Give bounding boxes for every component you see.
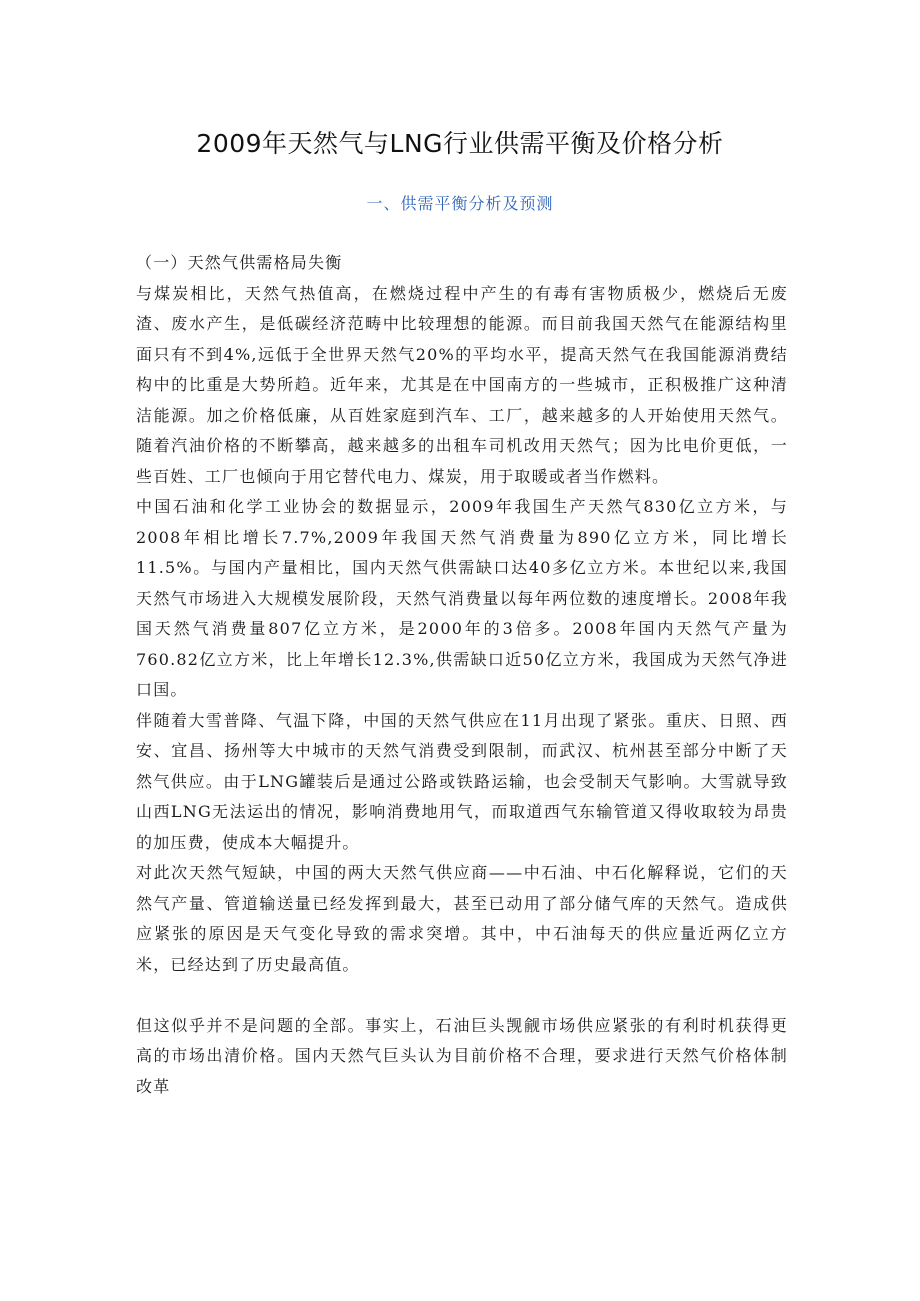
document-title: 2009年天然气与LNG行业供需平衡及价格分析 — [196, 129, 724, 158]
paragraph-3: 伴随着大雪普降、气温下降，中国的天然气供应在11月出现了紧张。重庆、日照、西安、宜昌、扬州等大中城市的天然气消费受到限制，而武汉、杭州甚至部分中断了天然气供应。由于LNG罐装后是通过公路或铁路运输，也会受制天气影响。大雪就导致山西LNG无法运出的情况，影响消费地用气，而取道西气东输管道又得收取较为昂贵的加压费，使成本大幅提升。 — [136, 710, 788, 852]
paragraph-4: 对此次天然气短缺，中国的两大天然气供应商——中石油、中石化解释说，它们的天然气产量、管道输送量已经发挥到最大，甚至已动用了部分储气库的天然气。造成供应紧张的原因是天气变化导致的需求突增。其中，中石油每天的供应量近两亿立方米，已经达到了历史最高值。 — [136, 863, 788, 974]
subheading: （一）天然气供需格局失衡 — [136, 253, 343, 272]
paragraph-1: 与煤炭相比，天然气热值高，在燃烧过程中产生的有毒有害物质极少，燃烧后无废渣、废水产生，是低碳经济范畴中比较理想的能源。而目前我国天然气在能源结构里面只有不到4%,远低于全世界天然气20%的平均水平，提高天然气在我国能源消费结构中的比重是大势所趋。近年来，尤其是在中国南方的一些城市，正积极推广这种清洁能源。加之价格低廉，从百姓家庭到汽车、工厂，越来越多的人开始使用天然气。随着汽油价格的不断攀高，越来越多的出租车司机改用天然气；因为比电价更低，一些百姓、工厂也倾向于用它替代电力、煤炭，用于取暖或者当作燃料。 — [136, 283, 788, 486]
section-heading: 一、供需平衡分析及预测 — [366, 194, 554, 213]
paragraph-2: 中国石油和化学工业协会的数据显示，2009年我国生产天然气830亿立方米，与2008年相比增长7.7%,2009年我国天然气消费量为890亿立方米，同比增长11.5%。与国内产量相比，国内天然气供需缺口达40多亿立方米。本世纪以来,我国天然气市场进入大规模发展阶段，天然气消费量以每年两位数的速度增长。2008年我国天然气消费量807亿立方米，是2000年的3倍多。2008年国内天然气产量为760.82亿立方米，比上年增长12.3%,供需缺口近50亿立方米，我国成为天然气净进口国。 — [136, 497, 788, 699]
paragraph-5: 但这似乎并不是问题的全部。事实上，石油巨头觊觎市场供应紧张的有利时机获得更高的市场出清价格。国内天然气巨头认为目前价格不合理，要求进行天然气价格体制改革 — [136, 1015, 788, 1096]
document-body — [136, 248, 788, 1102]
paragraph-gap — [136, 980, 788, 1011]
